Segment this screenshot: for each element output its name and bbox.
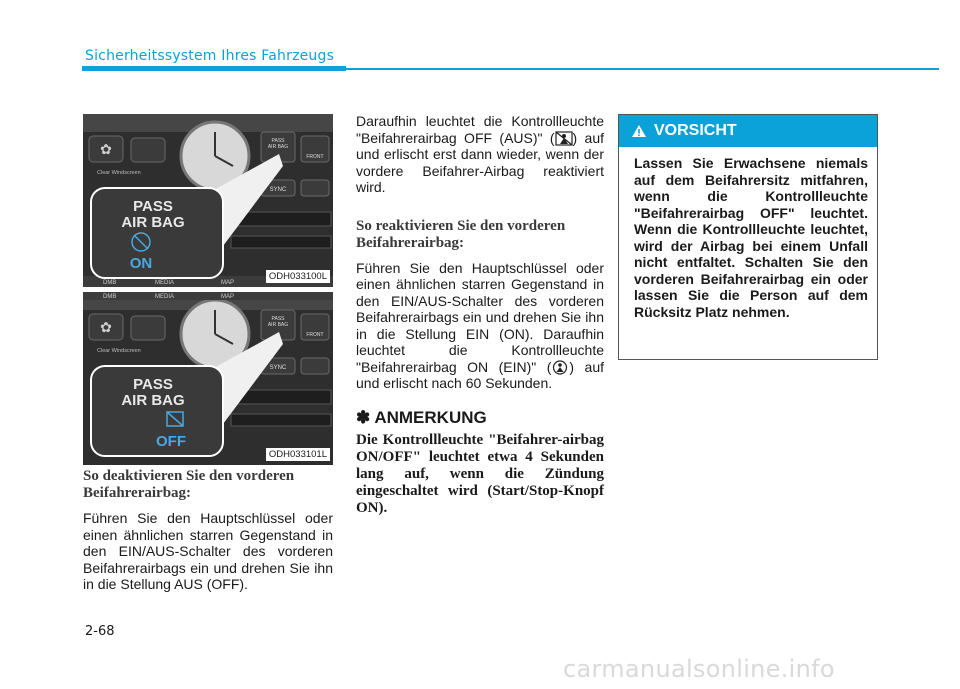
figure-airbag-on: [83, 114, 333, 287]
figure-code: ODH033100L: [266, 270, 330, 283]
svg-text:MAP: MAP: [221, 280, 235, 286]
svg-text:ON: ON: [129, 255, 153, 272]
page-number: 2-68: [85, 624, 115, 639]
svg-text:PASS: PASS: [271, 138, 285, 144]
paragraph-off-indicator: Daraufhin leuchtet die Kontrollleuchte "Beifahrerairbag OFF (AUS)" ( ) auf und erlischt erst dann wieder, wenn der vordere Beifahrer-Airbag reaktiviert wird.: [356, 113, 604, 195]
svg-text:✿: ✿: [100, 142, 112, 158]
caution-text: Lassen Sie Erwachsene niemals auf dem Beifahrersitz mitfahren, wenn die Kontrollleuchte "Beifahrerairbag OFF" leuchtet. Wenn die Kontrollleuchte leuchtet, wird der Airbag bei einem Unfall nicht entfaltet. Schalten Sie den vorderen Beifahrerairbag ein oder lassen Sie die Person auf dem Rücksitz Platz nehmen.: [634, 155, 868, 320]
heading-deactivate: So deaktivieren Sie den vorderen Beifahrerairbag:: [83, 468, 295, 501]
caution-header: [619, 115, 877, 147]
svg-text:DMB: DMB: [103, 294, 117, 300]
svg-text:DMB: DMB: [103, 280, 117, 286]
svg-text:MEDIA: MEDIA: [155, 294, 175, 300]
svg-text:PASS: PASS: [133, 198, 173, 215]
heading-reactivate: So reaktivieren Sie den vorderen Beifahrerairbag:: [356, 217, 566, 251]
header-rule-thick: [82, 66, 346, 71]
dashboard-illustration-off: [83, 292, 333, 465]
svg-text:SYNC: SYNC: [269, 365, 287, 371]
airbag-on-indicator-icon: [551, 360, 569, 375]
header-rule-thin: [346, 68, 939, 70]
figure-code: ODH033101L: [266, 448, 330, 461]
svg-text:Clear Windscreen: Clear Windscreen: [97, 348, 141, 354]
svg-text:✿: ✿: [100, 320, 112, 336]
svg-text:FRONT: FRONT: [306, 154, 324, 160]
caution-title: VORSICHT: [654, 122, 737, 139]
note-body: Die Kontrollleuchte "Beifahrer-airbag ON/OFF" leuchtet etwa 4 Sekunden lang auf, wenn die Zündung eingeschaltet wird (Start/Stop-Knopf ON).: [356, 432, 604, 516]
svg-text:AIR BAG: AIR BAG: [121, 392, 185, 409]
dashboard-illustration-on: [83, 114, 333, 287]
svg-text:AIR BAG: AIR BAG: [121, 214, 185, 231]
svg-text:OFF: OFF: [156, 433, 186, 450]
svg-text:MAP: MAP: [221, 294, 235, 300]
svg-text:SYNC: SYNC: [269, 187, 287, 193]
note-heading: ✽ ANMERKUNG: [356, 407, 487, 427]
svg-text:AIR BAG: AIR BAG: [267, 144, 289, 150]
svg-text:PASS: PASS: [271, 316, 285, 322]
svg-text:MEDIA: MEDIA: [155, 280, 175, 286]
figure-airbag-off: [83, 292, 333, 465]
column-left: [83, 468, 333, 593]
svg-text:AIR BAG: AIR BAG: [267, 322, 289, 328]
watermark: carmanualsonline.info: [563, 655, 835, 683]
warning-triangle-icon: [631, 124, 647, 138]
paragraph-reactivate: Führen Sie den Hauptschlüssel oder einen ähnlichen starren Gegenstand in den EIN/AUS-Schalter des vorderen Beifahrerairbags ein und drehen Sie ihn in die Stellung EIN (ON). Daraufhin leuchtet die Kontrollleuchte "Beifahrerairbag ON (EIN)" ( ) auf und erlischt nach 60 Sekunden.: [356, 259, 605, 391]
column-middle: [356, 113, 604, 517]
svg-text:PASS: PASS: [133, 376, 173, 393]
airbag-off-indicator-icon: [555, 131, 573, 146]
svg-text:FRONT: FRONT: [306, 332, 324, 338]
section-title: Sicherheitssystem Ihres Fahrzeugs: [85, 48, 335, 64]
svg-text:Clear Windscreen: Clear Windscreen: [97, 170, 141, 176]
paragraph-deactivate: Führen Sie den Hauptschlüssel oder einen ähnlichen starren Gegenstand in den EIN/AUS-Schalter des vorderen Beifahrerairbags ein und drehen Sie ihn in die Stellung AUS (OFF).: [83, 510, 333, 592]
caution-box: [618, 114, 878, 360]
